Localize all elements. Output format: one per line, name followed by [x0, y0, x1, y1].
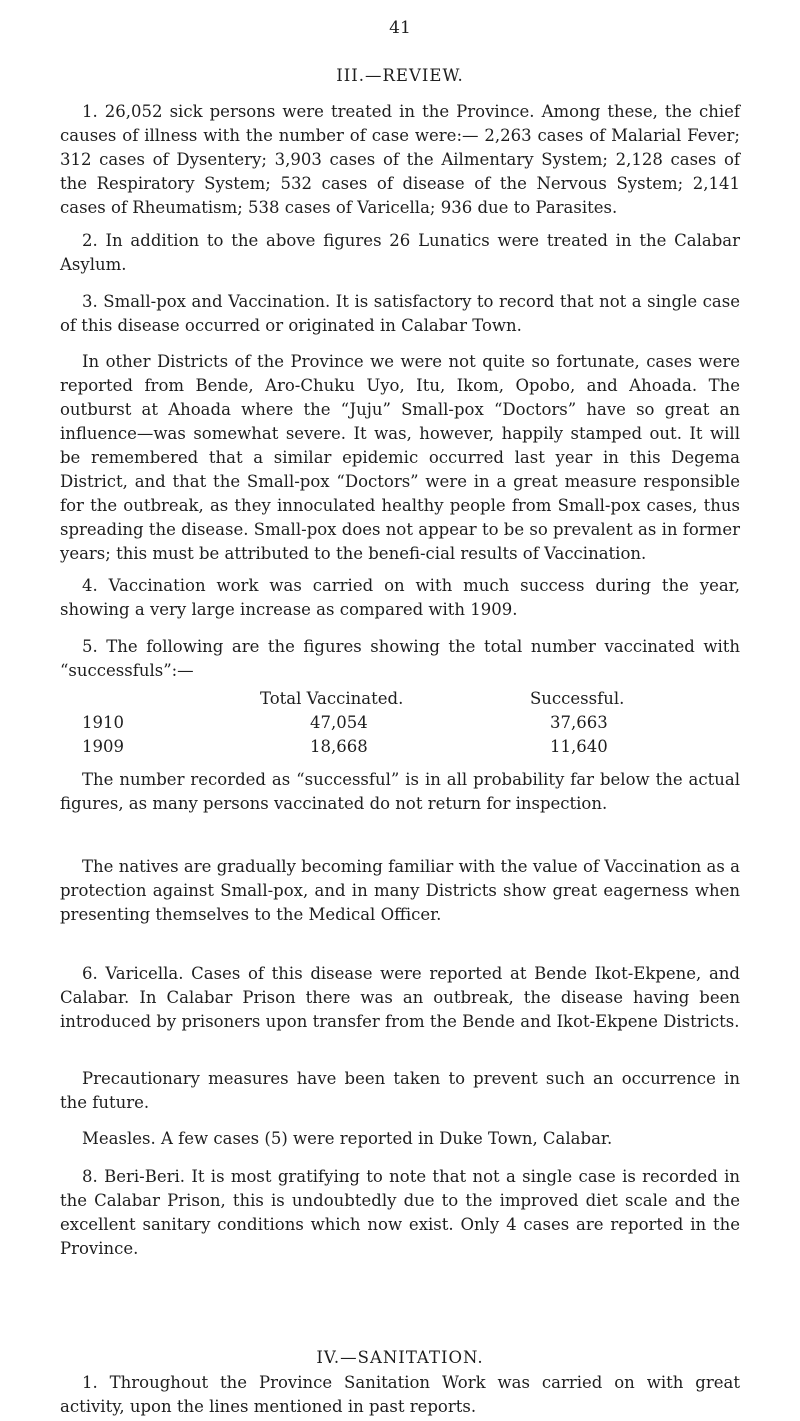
paragraph-text: Measles. A few cases (5) were reported in Duke Town, Calabar. [82, 1129, 613, 1148]
row-successful: 11,640 [550, 737, 608, 756]
paragraph-text: 1. 26,052 sick persons were treated in the Province. Among these, the chief causes of illness with the number of case were:— 2,263 cases of Malarial Fever; 312 cases of Dysentery; 3,903 cases of the Ailmentary System; 2,128 cases of the Respiratory System; 532 cases of disease of the Nervous System; 2,141 cases of Rheumatism; 538 cases of Varicella; 936 due to Parasites. [60, 102, 740, 217]
paragraph-text: 4. Vaccination work was carried on with much success during the year, showing a very large increase as compared with 1909. [60, 576, 740, 619]
row-total: 47,054 [310, 713, 368, 732]
paragraph-text: Precautionary measures have been taken to prevent such an occurrence in the future. [60, 1069, 740, 1112]
table-row [60, 735, 740, 759]
paragraph-text: The natives are gradually becoming familiar with the value of Vaccination as a protection against Small-pox, and in many Districts show great eagerness when presenting themselves to the Medical Officer. [60, 857, 740, 924]
table-row [60, 711, 740, 735]
section-heading-sanitation: IV.—SANITATION. [316, 1348, 484, 1367]
paragraph-text: 2. In addition to the above figures 26 Lunatics were treated in the Calabar Asylum. [60, 231, 740, 274]
paragraph-varicella [60, 962, 740, 1034]
paragraph-sanitation-work [60, 1371, 740, 1419]
paragraph-text: 1. Throughout the Province Sanitation Work was carried on with great activity, upon the lines mentioned in past reports. [60, 1373, 740, 1416]
paragraph-text: In other Districts of the Province we were not quite so fortunate, cases were reported from Bende, Aro-Chuku Uyo, Itu, Ikom, Opobo, and Ahoada. The outburst at Ahoada where the “Juju” Small-pox “Doctors” have so great an influence—was somewhat severe. It was, however, happily stamped out. It will be remembered that a similar epidemic occurred last year in this Degema District, and that the Small-pox “Doctors” were in a great measure responsible for the outbreak, as they innoculated healthy people from Small-pox cases, thus spreading the disease. Small-pox does not appear to be so prevalent as in former years; this must be attributed to the benefi-cial results of Vaccination. [60, 352, 740, 563]
paragraph-sick-persons [60, 100, 740, 220]
page-number: 41 [389, 18, 411, 38]
paragraph-text: 6. Varicella. Cases of this disease were reported at Bende Ikot-Ekpene, and Calabar. In Calabar Prison there was an outbreak, the disease having been introduced by prisoners upon transfer from the Bende and Ikot-Ekpene Districts. [60, 964, 740, 1031]
paragraph-natives-familiar [60, 855, 740, 927]
paragraph-text: 8. Beri-Beri. It is most gratifying to note that not a single case is recorded in the Calabar Prison, this is undoubtedly due to the improved diet scale and the excellent sanitary conditions which now exist. Only 4 cases are reported in the Province. [60, 1167, 740, 1258]
row-successful: 37,663 [550, 713, 608, 732]
paragraph-precautionary [60, 1067, 740, 1115]
paragraph-lunatics [60, 229, 740, 277]
paragraph-other-districts [60, 350, 740, 566]
paragraph-smallpox-vaccination [60, 290, 740, 338]
vaccination-table [60, 687, 740, 759]
column-header-successful: Successful. [530, 689, 625, 708]
paragraph-text: 3. Small-pox and Vaccination. It is satisfactory to record that not a single case of this disease occurred or originated in Calabar Town. [60, 292, 740, 335]
row-year: 1909 [82, 737, 124, 756]
paragraph-successful-recorded [60, 768, 740, 816]
row-year: 1910 [82, 713, 124, 732]
paragraph-vaccination-work [60, 574, 740, 622]
row-total: 18,668 [310, 737, 368, 756]
table-header-row [60, 687, 740, 711]
column-header-total-vaccinated: Total Vaccinated. [260, 689, 404, 708]
paragraph-figures-intro [60, 635, 740, 683]
paragraph-text: The number recorded as “successful” is in all probability far below the actual figures, as many persons vaccinated do not return for inspection. [60, 770, 740, 813]
section-heading-review: III.—REVIEW. [336, 66, 464, 85]
paragraph-text: 5. The following are the figures showing the total number vaccinated with “successfuls”:— [60, 637, 740, 680]
paragraph-beri-beri [60, 1165, 740, 1261]
paragraph-measles [60, 1127, 740, 1151]
